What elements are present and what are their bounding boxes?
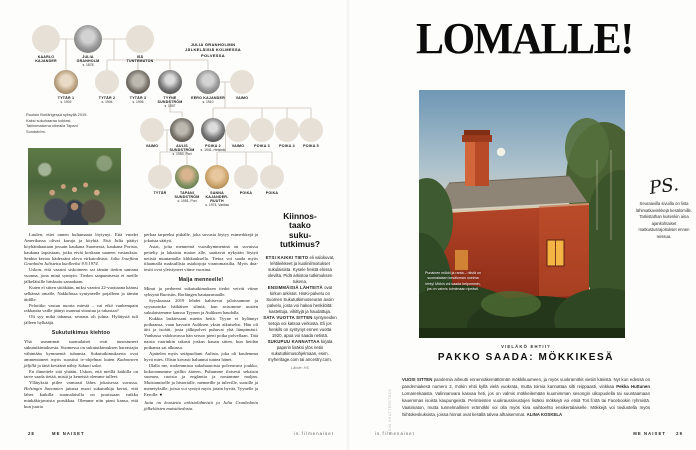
tree-person-detail: s. 1907 [164,103,176,108]
tips-box-items [263,255,337,363]
group-photo-caption: Ruotsin Borlängessä syksyllä 2019. Kaksi sukuhaaraa kohtasi. Takimmaisena oikealla Tapani Sundström. [26,112,88,134]
tips-box-item: SUKUPUU KANNATTAA kirjata paperin lisäksi ylös netin sukututkimusohjelmaan, esim. myheritage.com tai ancestry.com. [267,338,333,362]
tree-person-detail: s. 1904 [101,99,113,104]
tree-person-name: KAARLO KAJANDER [35,55,57,64]
body-paragraph: En ihmettele sitä yhtään. Uskon, että meillä kaikilla on tarve saada tietää, mistä ja keneistä olemme tulleet. [24,368,138,380]
chimney [462,130,492,186]
tree-person-name: POIKA 5 [303,144,319,148]
portrait-photo [126,70,150,94]
page-right [348,0,696,450]
tree-person-5 [121,70,155,105]
portrait-photo [158,70,182,94]
body-paragraph: Pelottiko vastuu nuorta miestä – vai eikö vanhempain rakkautta vaille jäänyt osannut sitoutua ja rakastaa? [24,302,138,314]
tree-person-name: AULIS SUNDSTRÖM [169,144,195,153]
body-paragraph: Syyskuussa 2019 lehdet kahisevat jaloissamme ja syysaurinko häikäisee silmiä, kun seisomme uusien sukulaistemme kanssa Tyynen ja Auliksen haudalla. [144,298,258,315]
body-paragraph: Kukkia laskiessani mietin heitä. Tyyne ei hylännyt poikaansa, vaan kasvatti Auliksen yksin aikuiseksi. Hän oli äiti ja isoäiti, josta jälkipolvet puhuvat yhä lämpimästi. Vanhassa valokuvassa hän seisoo pieni poika polvellaan. Tätä naista vaarinkin rakasti joskus kauan sitten, kun heidän poikansa sai alkunsa. [144,315,258,351]
tree-person-4 [90,70,124,105]
dim-window [455,250,468,270]
tree-person-detail: s. 1906 [132,99,144,104]
page-number-left: 28 [28,431,35,436]
cottage-photo-caption: Punainen mökki ja ranta – niistä on suomalaisen kesäloman unelma tehty! Mökin voi saada helpommin, jos on valmis toimimaan ripeästi. [425,271,481,292]
headline-mokkikesa: PAKKO SAADA: MÖKKIKESÄ [437,352,615,363]
tree-person-detail: s. 1950, Pori [172,151,192,156]
body-paragraph: Ajattelen myös setäpuoltani Aulista, joka oli kuulemma hyvä mies. Olisin kovasti halunnut tuntea hänet. [144,350,258,362]
lit-window [547,240,564,266]
portrait-photo [175,165,199,189]
magazine-site-url-right: is.fi/menaiset [375,431,415,436]
ps-note-text: Seuraavilla sivuilla on lista lähimatkavinkkejä kesälomille. Tarkistathan kuitenkin aina ajankohtaiset matkustusrajoitukset ennen reissua. [635,201,693,239]
body-paragraph: Minut ja perheeni sukututkimuksen tiedot veivät viime syksynä Ruotsiin, Borlängen hautausmaalle. [144,286,258,298]
tips-box-item: SATA VUOTTA SITTEN syntyneiden tietoja voi katsoa verkosta. Eli jos henkilö on syntynyt ennen vuotta 1920, apua voi saada netistä. [263,314,337,338]
footer-left-page [0,431,348,443]
ps-script-mark: PS. [647,174,681,199]
body-paragraph: Asiat, joita menneinä vuosikymmeninä on suvuissa peitelty ja lakaistu maton alle, saattavat nykyään löytyä netistä muutamalla klikkauksella. Tietoa voi saada myös tilaamalla maksullisia asiakirjoja viranomaisilta. Myös dna-testit ovat yleistyneet viime vuosina. [144,243,258,273]
tree-person-name: EERO KAJANDER [191,96,225,100]
magazine-brand-left: ME NAISET [52,431,85,436]
tips-box-title-line: tutkimus? [279,239,320,250]
body-paragraph: Yllätyksiä piilee varmasti lähes jokaisessa suvussa. Helsingin Sanomien jutussa nuori sukututkija kertoi, että lähes kaikilla suomalaisilla on juurissaan vaikka minkäkirjavaista porukkaa. Olemme niin pieni kansa, että kun juuria [24,380,138,409]
tree-person-name: TYTÄR 3 [129,96,147,100]
tree-person-name: POIKA 4 [279,144,295,148]
tree-person-name: TYTÄR [153,191,167,195]
headline-lomalle: LOMALLE! [416,15,633,64]
tree-person-20 [255,165,289,195]
placeholder-circle [260,165,284,189]
moon [497,148,505,156]
tree-person-name: SANNA KAJANDER-RUUTH [205,191,229,204]
tree-person-1 [71,25,105,68]
tree-person-2 [123,25,157,63]
tree-person-15 [294,118,328,148]
body-paragraph: perkaa tarpeeksi pitkälle, joka suvusta löytyy esimerkkejä ja jokaista säätyä. [144,232,258,243]
body-paragraph: Oli syy mikä tahansa, seuraus oli julma. Hylätystä tuli jälleen hylkääjä. [24,314,138,326]
article-column-1 [24,232,138,410]
body-paragraph: Luulen, ettei onnen kultamaata löytynyt. Että vuodet Amerikassa olivat karuja ja köyhiä. Että Julia päätyi köyhäinhautaan jossain kaukana Suomessa, kaukana Porista, kaukana lapsistaan, jotka eivät koskaan saaneet vastauksia. Senkin kertoo kädessäni oleva virkatodistus: Julia Josefiina Granholm Julistettu kuolleeksi 9.9.1974. [24,232,138,267]
magazine-site-url-left: is.fi/menaiset [294,431,334,436]
article-column-2 [144,232,258,412]
body-paragraph: Uskon, että vaarini siskoineen sai tämän tiedon samana vuonna, jona minä synnyin. Tiedon saapumisesta ei meille jälkeläisille hiiskuttu sanaakaan. [24,267,138,284]
placeholder-circle [95,70,119,94]
tree-person-detail: s. 1941, Helsinki [200,147,226,152]
tips-box-title-line: Kiinnos- [283,211,317,221]
portrait-photo [54,70,78,94]
tree-person-8 [225,70,259,100]
tree-person-3 [49,70,83,105]
tree-person-name: TYYNE SUNDSTRÖM [157,96,183,105]
placeholder-circle [148,165,172,189]
tree-person-detail: s. 1974, Vantaa [205,202,229,207]
tree-person-detail: s. 1878 [82,62,94,67]
tree-person-name: POIKA 3 [254,144,270,148]
body-paragraph: Illalla me, molemmista sukuhaaroista polveutuva joukko, kokoonnumme grillin ääreen. Puhumme iloisesti sekaisin suomea, ruotsia ja englantia ja nostamme maljan. Muistamiselle ja historialle, menneille ja tuleville, suruille ja menetyksille, joista voi syntyä myös jotain hyvää. Tyynelle ja Eerolle. ● [144,362,258,398]
tree-person-17 [170,165,204,204]
tree-person-10 [165,118,199,157]
tree-person-name: VAIMO [231,144,245,148]
cottage-photo [419,90,625,338]
family-tree-title: JULIA GRANHOLMIN JÄLKELÄISIÄ KOLMESSA POLVESSA [184,42,241,58]
tree-person-detail: s. 1951, Pori [177,198,197,203]
foreground-bushes [419,285,625,338]
body-paragraph: Yhä useammat suomalaiset ovat innostuneet sukututkimuksesta. Suomessa on sukututkimuksen harrastajia vähintään kymmeniä tuhansia. Sukututkimuksesta ovat ammentaneet myös suositut tv-ohjelmat kuten Kadonneen jäljillä ja tänä keväänä nähty Sukuni salat. [24,339,138,368]
tips-box-title-line: suku- [288,229,312,240]
ps-note-block [633,174,695,240]
magazine-brand-right: ME NAISET [633,431,666,436]
tree-person-name: TAPANI SUNDSTRÖM [174,191,200,200]
tips-box-item: ENSIMMÄISIÄ LÄHTEITÄ ovat kirkon arkistot. HisKi-palvelu on Suomen Sukututkimusseuran avoin palvelu, josta voi hakea henkilöitä: kastettuja, vihittyjä ja haudattuja. [266,284,334,314]
photo-credit: KUVA SHUTTERSTOCK [388,388,392,434]
page-number-right: 29 [676,431,683,436]
placeholder-circle [140,118,164,142]
placeholder-circle [32,25,60,53]
column-subhead: Sukututkimus kiehtoo [51,330,111,336]
mokki-article-text: VUOSI SITTEN pandemia aiheutti ennennäkemättömän mökkikuumeen, ja myös vuokramökit vietiin käsistä. Nyt kun edessä on pandemiakesä numero 2, mökin ehtii kyllä vielä vuokrata, mutta toimia kannattaa silti reippaasti, vinkkaa Pekka Huttunen Lomarenkaasta. Valinnanvara kasvaa heti, jos on valmis mökkeilemään kuumimman sesongin ulkopuolella tai suuntaamaan kauemmas isoista kaupungeista. Perinteisten vuokraussivustojen lisäksi mökkejä voi etsiä Tori.fi:stä tai Facebookin ryhmistä. Vaatimaton, mutta tunnelmallinen erämökki voi olla myös kiva vaihtoehto ensikertalaiselle. Mökkejä voi tiedustella myös hiihtokeskuksista, joissa hinnat ovat kesällä talvea alhaisemmat. ALINA KOSKELA [402,377,651,418]
tree-person-9 [135,118,169,148]
tree-person-name: VAIMO [235,96,249,100]
placeholder-circle [299,118,323,142]
group-photo [28,148,121,225]
tree-person-name: POIKA [265,191,279,195]
tree-person-detail: s. 1910 [202,99,214,104]
tips-box-title [263,212,337,250]
tips-box-source: Lähde: HS [291,365,309,370]
tips-box-item: ETSI KAIKKI TIETO eli valokuvat, lehtileikkeet ja kuolinilmoitukset sukulaisista. Kysele heistä elossa olevilta. Pidä arkistoa tutkimuksen tukena. [265,254,335,284]
placeholder-circle [230,70,254,94]
tree-person-name: JULIA GRANHOLM [76,55,100,64]
tree-person-6 [153,70,187,109]
genealogy-tips-box [263,212,337,370]
placeholder-circle [126,25,154,53]
tree-person-name: VAIMO [145,144,159,148]
column-subhead: Malja menneelle! [178,277,224,284]
body-paragraph: Kuten ei sitten siitäkään, miksi vaarini 22-vuotiaana käänsi selkänsä omalle, Nakkilassa syntyneelle pojalleen ja tämän äidille. [24,284,138,302]
tree-person-name: TYTÄR 1 [57,96,75,100]
portrait-photo [170,118,194,142]
cottage-illustration [419,90,625,338]
tree-person-0 [29,25,63,63]
tips-box-title-line: taako [289,220,311,231]
tree-person-name: TYTÄR 2 [98,96,116,100]
tree-person-7 [191,70,225,105]
tree-person-name: ISÄ TUNTEMATON [126,55,154,64]
portrait-photo [74,25,102,53]
body-paragraph: Juttu on koostettu arkistolähteistä ja Julia Granholmin jälkeläisten muistitiedosta. [144,399,258,411]
tree-person-name: POIKA [239,191,253,195]
portrait-photo [196,70,220,94]
article-kicker: VIELÄKÖ EHTII? [501,344,551,349]
tree-person-name: POIKA 2 [205,144,221,148]
footer-right-page [348,431,696,443]
portrait-photo [205,165,229,189]
tree-person-detail: s. 1902 [60,99,72,104]
